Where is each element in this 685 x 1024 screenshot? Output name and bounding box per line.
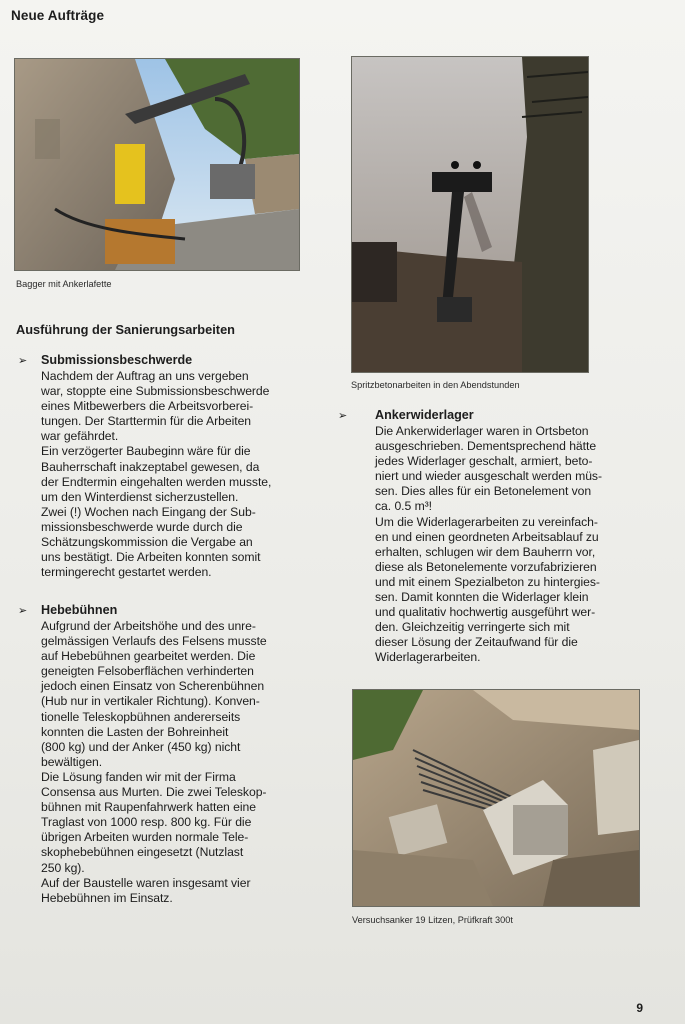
bullet-body: Nachdem der Auftrag an uns vergeben war, stoppte eine Submissionsbeschwerde eines Mitbewerbers die Arbeitsvorberei- tungen. Der Starttermin für die Arbeiten war gefährdet. Ein verzögerter Baubeginn wäre für die Bauherrschaft inakzeptabel gewesen, da der Endtermin eingehalten werden musste, um den Winterdienst sicherzustellen. Zwei (!) Wochen nach Eingang der Sub- missionsbeschwerde wurde durch die Schätzungskommission die Vergabe an uns bestätigt. Die Arbeiten konnten somit termingerecht gestartet werden. [41,369,272,580]
bullet-arrow-icon: ➢ [338,410,348,422]
caption-spritzbeton: Spritzbetonarbeiten in den Abendstunden [351,380,520,390]
bullet-ankerwiderlager [338,408,638,678]
photo-bagger [14,58,300,271]
section-heading: Ausführung der Sanierungsarbeiten [16,322,235,337]
caption-bagger: Bagger mit Ankerlafette [16,279,112,289]
bullet-title: Submissionsbeschwerde [41,353,193,367]
caption-versuchsanker: Versuchsanker 19 Litzen, Prüfkraft 300t [352,915,513,925]
bullet-body: Die Ankerwiderlager waren in Ortsbeton ausgeschrieben. Dementsprechend hätte jedes Widerlager geschalt, armiert, beto- niert und wieder ausgeschalt werden müs- sen. Dies alles für ein Betonelement von ca. 0.5 m³! Um die Widerlagerarbeiten zu vereinfach- en und einen geordneten Arbeitsablauf zu erhalten, schlugen wir dem Bauherrn vor, diese als Betonelemente vorzufabrizieren und mit einem Spezialbeton zu hintergies- sen. Damit konnten die Widerlager klein und qualitativ hochwertig ausgeführt wer- den. Gleichzeitig verringerte sich mit dieser Lösung der Zeitaufwand für die Widerlagerarbeiten. [375,424,602,665]
bullet-title: Hebebühnen [41,603,118,617]
bullet-arrow-icon: ➢ [18,355,28,367]
photo-spritzbeton [351,56,589,373]
bullet-title: Ankerwiderlager [375,408,474,422]
page-number: 9 [636,1001,643,1015]
bullet-submissionsbeschwerde [18,353,318,593]
bullet-arrow-icon: ➢ [18,605,28,617]
page-header-title: Neue Aufträge [11,8,105,23]
bullet-hebebuehnen [18,603,318,923]
photo-versuchsanker [352,689,640,907]
bullet-body: Aufgrund der Arbeitshöhe und des unre- gelmässigen Verlaufs des Felsens musste auf Hebebühnen gearbeitet werden. Die geneigten Felsoberflächen verhinderten jedoch einen Einsatz von Scherenbühnen (Hub nur in vertikaler Richtung). Konven- tionelle Teleskopbühnen andererseits konnten die Lasten der Bohreinheit (800 kg) und der Anker (450 kg) nicht bewältigen. Die Lösung fanden wir mit der Firma Consensa aus Murten. Die zwei Teleskop- bühnen mit Raupenfahrwerk hatten eine Traglast von 1000 resp. 800 kg. Für die übrigen Arbeiten wurden normale Tele- skophebebühnen eingesetzt (Nutzlast 250 kg). Auf der Baustelle waren insgesamt vier Hebebühnen im Einsatz. [41,619,267,905]
